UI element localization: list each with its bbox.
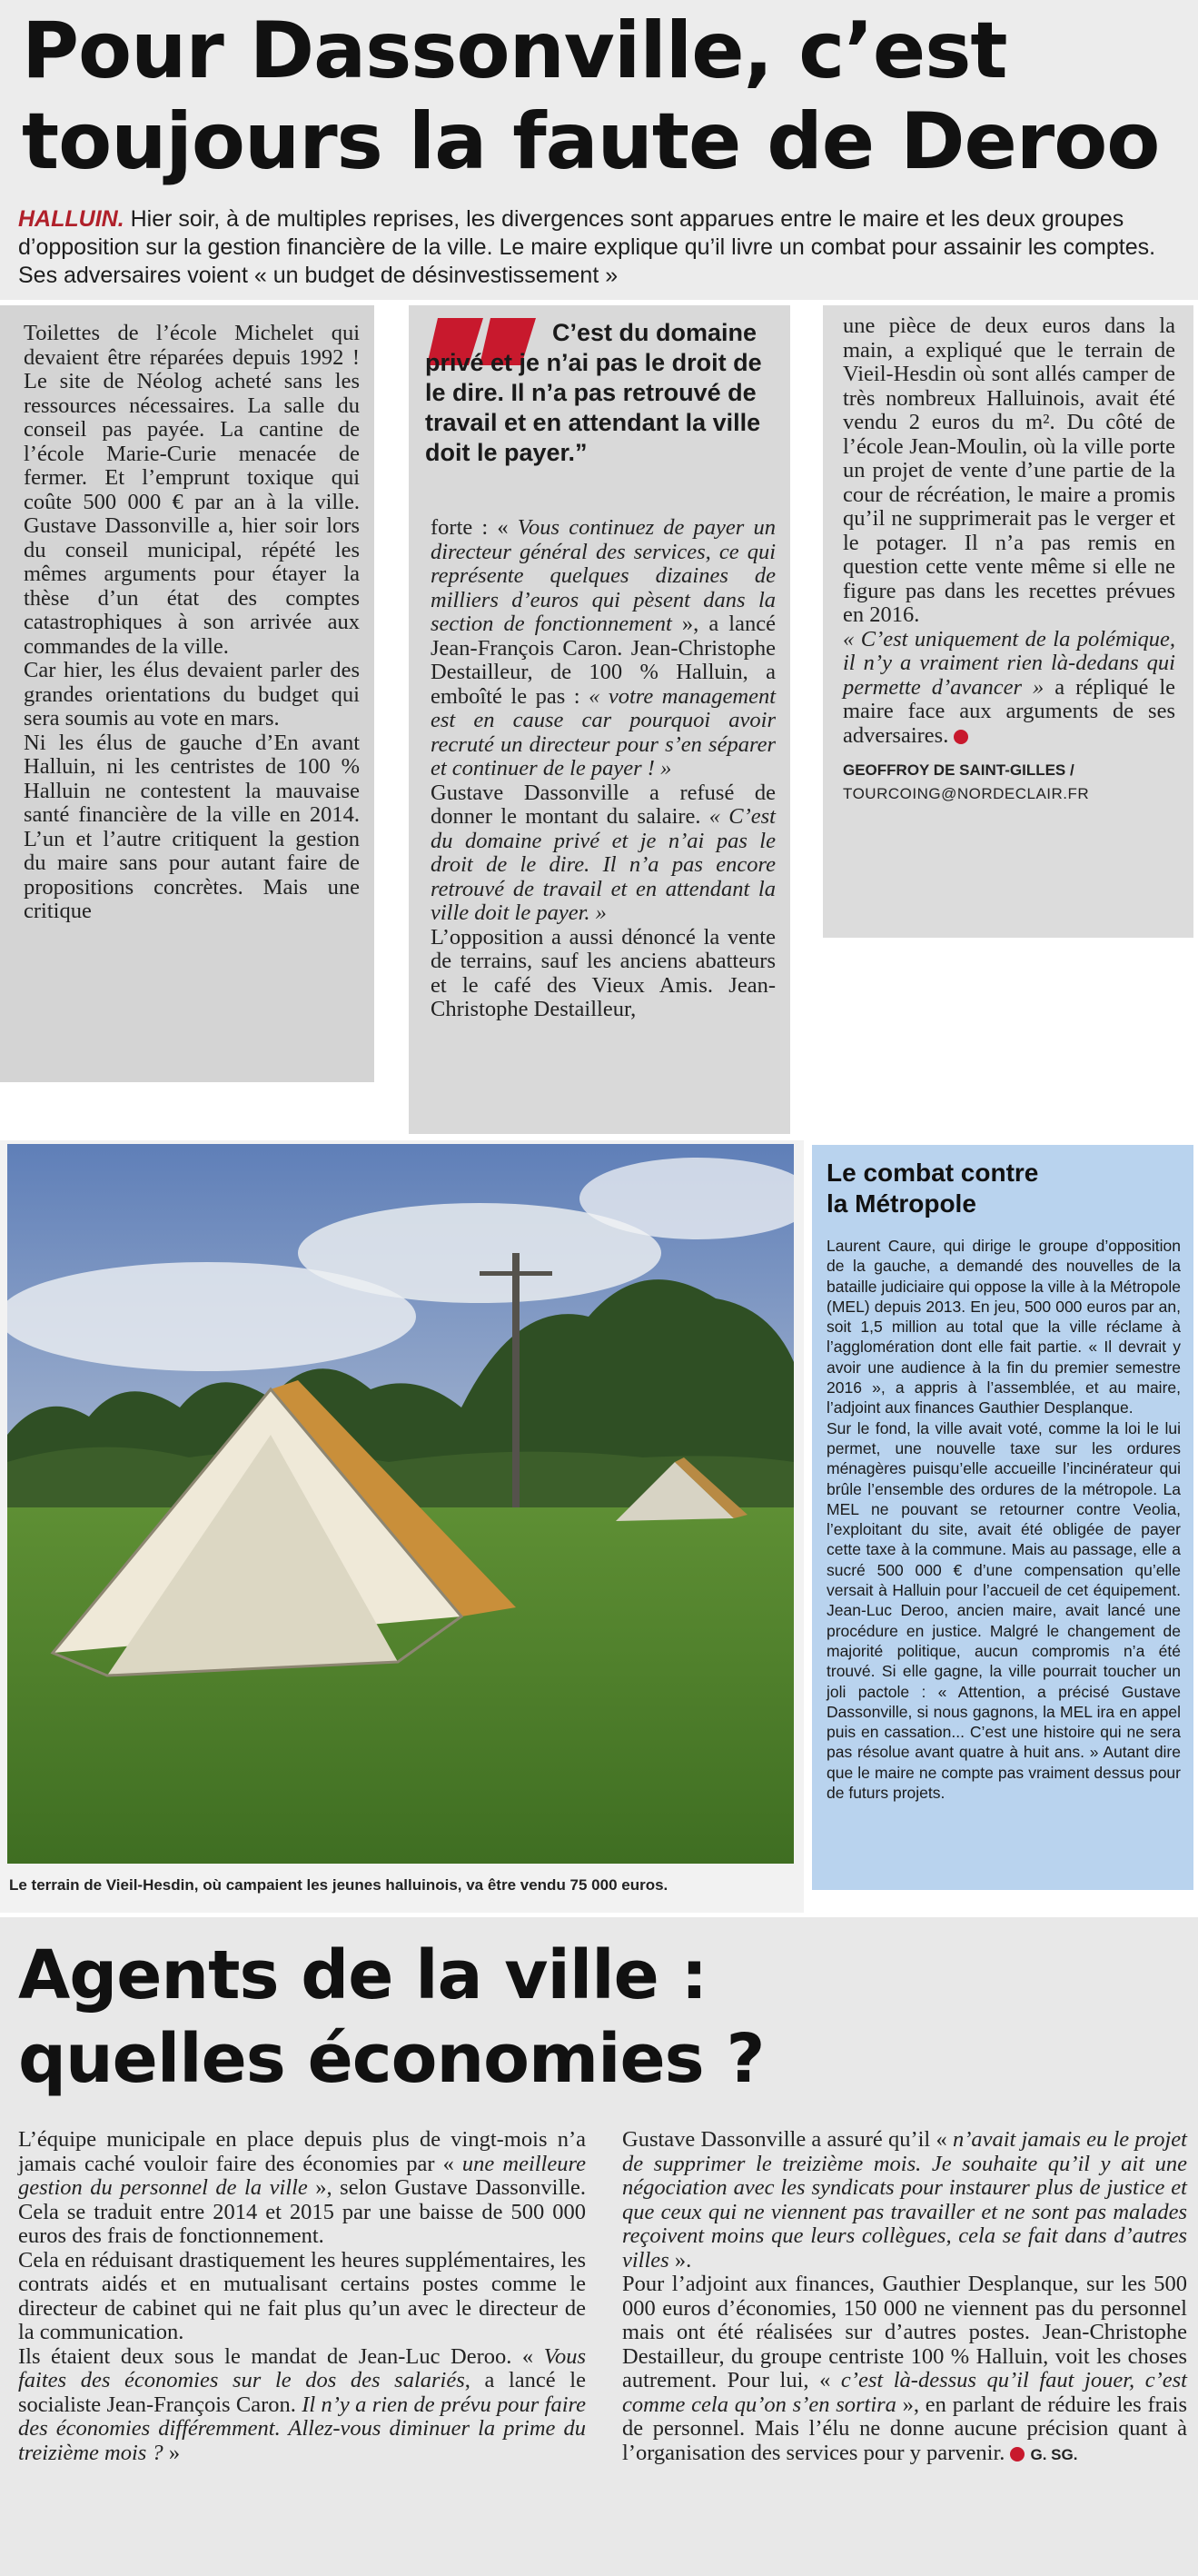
campsite-photo xyxy=(7,1144,794,1864)
sidebar-box xyxy=(812,1145,1193,1890)
article1-location-tag: HALLUIN. xyxy=(18,206,124,232)
sidebar-title: Le combat contre la Métropole xyxy=(827,1159,1039,1218)
photo-frame xyxy=(0,1140,804,1913)
pull-quote: C’est du domaine privé et je n’ai pas le droit de le dire. Il n’a pas retrouvé de travail et en attendant la ville doit le payer.” xyxy=(425,319,762,466)
article1-lead: HALLUIN. Hier soir, à de multiples reprises, les divergences sont apparues entre le maire et les deux groupes d’opposition sur la gestion financière de la ville. Le maire explique qu’il livre un combat pour assainir les comptes. Ses adversaires voient « un budget de désinvestissement » xyxy=(18,206,1156,288)
article2-column-1: L’équipe municipale en place depuis plus de vingt-mois n’a jamais caché vouloir faire des économies par « une meilleure gestion du personnel de la ville », selon Gustave Dassonville. Cela se traduit entre 2014 et 2015 par une baisse de 500 000 euros des frais de fonctionnement. Cela en réduisant drastiquement les heures supplémentaires, les contrats aidés et en mutualisant certains postes comme le directeur de cabinet qui ne fait plus qu’un avec le directeur de la communication. Ils étaient deux sous le mandat de Jean-Luc Deroo. « Vous faites des économies sur le dos des salariés, a lancé le socialiste Jean-François Caron. Il n’y a rien de prévu pour faire des économies différemment. Allez-vous diminuer la prime du treizième mois ? » xyxy=(18,2127,587,2465)
end-mark-icon xyxy=(954,730,968,744)
article2-byline: G. SG. xyxy=(1030,2445,1078,2463)
byline: GEOFFROY DE SAINT-GILLES / TOURCOING@NORDECLAIR.FR xyxy=(843,761,1090,802)
end-mark-icon xyxy=(1010,2447,1025,2462)
sidebar-text: Laurent Caure, qui dirige le groupe d’opposition de la gauche, a demandé des nouvelles de la bataille judiciaire qui oppose la ville à la Métropole (MEL) depuis 2013. En jeu, 500 000 euros par an, soit 1,5 million au total que la ville réclame à l’agglomération dont elle fait partie. « Il devrait y avoir une audience à la fin du premier semestre 2016 », a appris à l’assemblée, et au maire, l’adjoint aux finances Gauthier Desplanque. Sur le fond, la ville avait voté, comme la loi le lui permet, une nouvelle taxe sur les ordures ménagères puisqu’elle accueille l’incinérateur qui brûle l’ensemble des ordures de la métropole. La MEL ne pouvant se retourner contre Veolia, l’exploitant du site, avait été obligée de payer cette taxe à la commune. Mais au passage, elle a sucré 500 000 € d’une compensation qu’elle versait à Halluin pour l’accueil de cet équipement. Jean-Luc Deroo, ancien maire, avait lancé une procédure en justice. Malgré le changement de majorité politique, aucun compromis n’a été trouvé. Si elle gagne, la ville pourrait toucher un joli pactole : « Attention, a précisé Gustave Dassonville, si nous gagnons, la MEL ira en appel puis en cassation... C’est une histoire qui ne sera pas résolue avant quatre à huit ans. » Autant dire que le maire ne compte pas vraiment dessus pour de futurs projets. xyxy=(827,1237,1181,1803)
article1-column-2-text: forte : « Vous continuez de payer un directeur général des services, ce qui représente quelques dizaines de milliers d’euros qui pèsent dans la section de fonctionnement », a lancé Jean-François Caron. Jean-Christophe Destailleur, de 100 % Halluin, a emboîté le pas : « votre management est en cause car pourquoi avoir recruté un directeur pour s’en séparer et continuer de le payer ! » Gustave Dassonville a refusé de donner le montant du salaire. « C’est du domaine privé et je n’ai pas le droit de le dire. Il n’a pas encore retrouvé de travail et en attendant la ville doit le payer. » L’opposition a aussi dénoncé la vente de terrains, sauf les anciens abatteurs et le café des Vieux Amis. Jean-Christophe Destailleur, xyxy=(431,515,776,1021)
article1-headline: Pour Dassonville, c’est toujours la faute de Deroo xyxy=(22,5,1160,187)
article1-column-1: Toilettes de l’école Michelet qui devaient être réparées depuis 1992 ! Le site de Néolog acheté sans les ressources nécessaires. La salle du conseil pas payée. La cantine de l’école Marie-Curie menacée de fermer. Et l’emprunt toxique qui coûte 500 000 € par an à la ville. Gustave Dassonville a, hier soir lors du conseil municipal, répété les mêmes arguments pour étayer la thèse d’un état des comptes catastrophiques à son arrivée aux commandes de la ville. Car hier, les élus devaient parler des grandes orientations du budget qui sera soumis au vote en mars. Ni les élus de gauche d’En avant Halluin, ni les centristes de 100 % Halluin ne contestent la mauvaise santé financière de la ville en 2014. L’un et l’autre critiquent la gestion du maire sans pour autant faire de propositions concrètes. Mais une critique xyxy=(0,305,374,1082)
article2-headline: Agents de la ville : quelles économies ? xyxy=(18,1936,765,2098)
article1-column-3: une pièce de deux euros dans la main, a expliqué que le terrain de Vieil-Hesdin où sont allés camper de très nombreux Halluinois, avait été vendu 2 euros du m². Du côté de l’école Jean-Moulin, où la ville porte un projet de vente d’une partie de la cour de récréation, le maire a promis qu’il ne supprimerait pas le verger et le potager. Il n’a pas remis en question cette vente même si elle ne figure pas dans les recettes prévues en 2016. « C’est uniquement de la polémique, il n’y a vraiment rien là-dedans qui permette d’avancer » a répliqué le maire face aux arguments de ses adversaires. GEOFFROY DE SAINT-GILLES / TOURCOING@NORDECLAIR.FR xyxy=(823,305,1193,938)
article2-column-2: Gustave Dassonville a assuré qu’il « n’avait jamais eu le projet de supprimer le treizième mois. Je souhaite qu’il y ait une négociation avec les syndicats pour instaurer plus de justice et que ceux qui ne viennent pas travailler et ne sont pas malades reçoivent moins que leurs collègues, cela se fait dans d’autres villes ». Pour l’adjoint aux finances, Gauthier Desplanque, sur les 500 000 euros d’économies, 150 000 ne viennent pas du personnel mais ont été réalisées sur d’autres postes. Jean-Christophe Destailleur, du groupe centriste 100 % Halluin, voit les choses autrement. Pour lui, « c’est là-dessus qu’il faut jouer, c’est comme cela qu’on s’en sortira », en parlant de réduire les frais de personnel. Mais l’élu ne donne aucune précision quant à l’organisation des services pour y parvenir. G. SG. xyxy=(622,2127,1187,2465)
photo-caption: Le terrain de Vieil-Hesdin, où campaient les jeunes halluinois, va être vendu 75 000 euros. xyxy=(9,1876,668,1894)
article2 xyxy=(0,1917,1198,2576)
article1-column-2 xyxy=(409,305,790,1134)
article1-header xyxy=(0,0,1198,300)
